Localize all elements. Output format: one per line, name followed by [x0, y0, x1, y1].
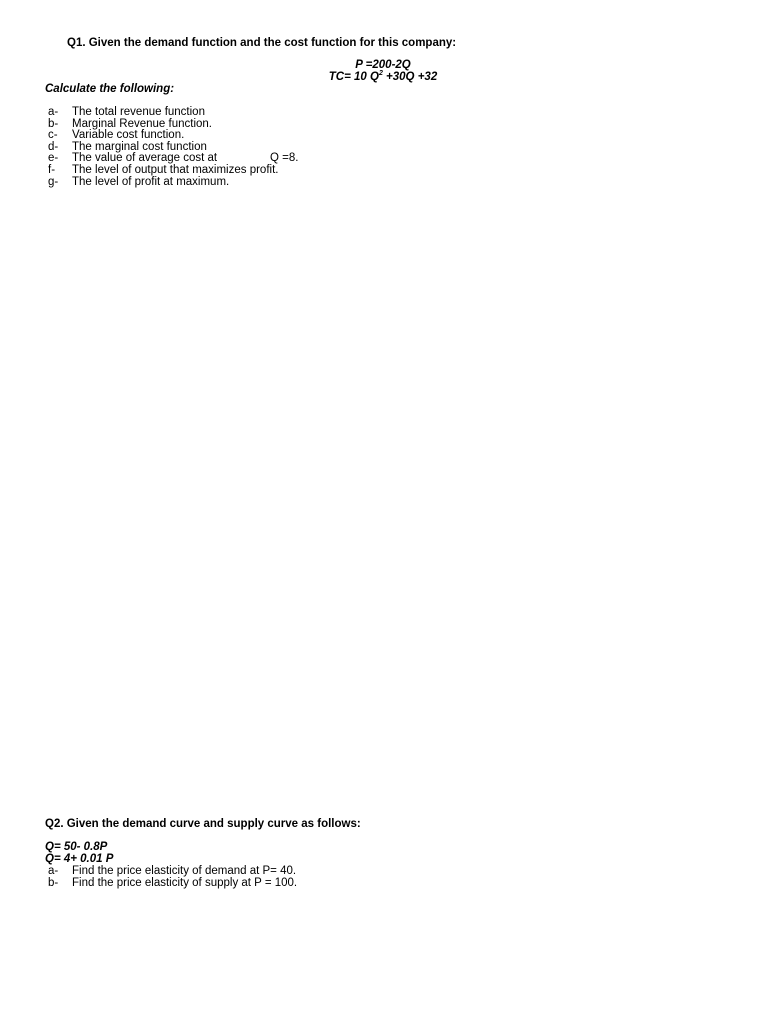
list-item-text: Marginal Revenue function.: [72, 117, 212, 130]
q1-item-a: [48, 107, 348, 119]
q1-subheading: Calculate the following:: [45, 83, 175, 95]
q1-item-g: [48, 177, 348, 189]
q1-heading: Q1. Given the demand function and the cost function for this company:: [67, 37, 457, 49]
q2-item-b: [48, 878, 348, 890]
q1-demand-equation: P =200-2Q: [355, 59, 411, 71]
q1-cost-equation: [250, 71, 516, 83]
q1-cost-equation-exponent: 2: [378, 70, 383, 78]
list-item-text: Find the price elasticity of demand at P= 40.: [72, 865, 297, 877]
q2-heading: Q2. Given the demand curve and supply curve as follows:: [45, 818, 361, 830]
list-item-letter: g-: [48, 175, 59, 188]
list-item-letter: c-: [48, 129, 58, 142]
list-item-text: The marginal cost function: [72, 140, 207, 153]
q2-item-a: [48, 866, 348, 878]
list-item-value: Q =8.: [270, 152, 299, 165]
q2-demand-equation: Q= 50- 0.8P: [45, 841, 108, 853]
list-item-letter: a-: [48, 106, 59, 118]
list-item-letter: b-: [48, 876, 59, 889]
list-item-letter: e-: [48, 152, 59, 165]
list-item-text: The value of average cost at: [72, 152, 218, 165]
list-item-letter: d-: [48, 140, 59, 153]
list-item-text: The level of profit at maximum.: [72, 175, 230, 188]
list-item-text: Find the price elasticity of supply at P = 100.: [72, 876, 298, 889]
list-item-text: Variable cost function.: [72, 129, 185, 142]
q1-cost-equation-suffix: +30Q +32: [382, 71, 438, 83]
list-item-letter: b-: [48, 117, 59, 130]
list-item-letter: f-: [48, 164, 56, 176]
list-item-letter: a-: [48, 865, 59, 877]
q1-cost-equation-prefix: TC= 10 Q: [328, 71, 379, 83]
q2-supply-equation: Q= 4+ 0.01 P: [45, 853, 114, 865]
list-item-text: The level of output that maximizes profit.: [72, 164, 279, 176]
q1-item-f: [48, 165, 348, 177]
list-item-text: The total revenue function: [72, 106, 205, 118]
